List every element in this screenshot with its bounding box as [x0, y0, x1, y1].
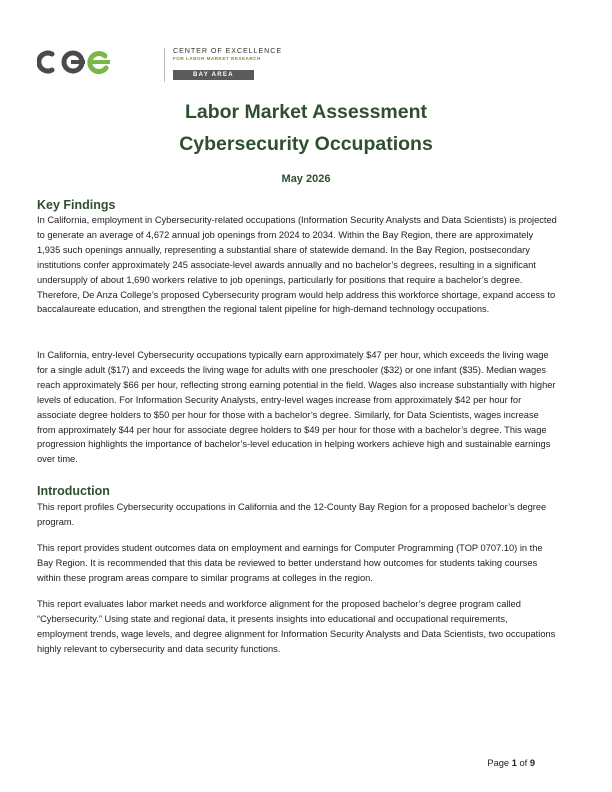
logo-divider	[164, 48, 165, 82]
page-label: Page	[487, 758, 510, 768]
page-number	[487, 757, 535, 769]
introduction-paragraph-2: This report provides student outcomes data on employment and earnings for Computer Programming (TOP 0707.10) in the Bay Region. It is recommended that this data be reviewed to better understand how outcomes for students taking courses within these program areas compare to similar programs at colleges in the region.	[37, 543, 543, 583]
logo-line-1: CENTER OF EXCELLENCE	[173, 46, 283, 55]
document-date: May 2026	[281, 173, 331, 185]
logo-text	[173, 46, 282, 81]
document-title-line-2: Cybersecurity Occupations	[179, 133, 433, 155]
page-of: of	[519, 758, 528, 768]
page-total: 9	[529, 758, 535, 768]
introduction-paragraph-1: This report profiles Cybersecurity occupations in California and the 12-County Bay Region for a proposed bachelor’s degree program.	[37, 502, 547, 527]
introduction-heading: Introduction	[37, 484, 110, 498]
document-title-line-1: Labor Market Assessment	[184, 101, 428, 123]
coe-logo-mark	[37, 48, 117, 76]
key-findings-paragraph-2: In California, entry-level Cybersecurity occupations typically earn approximately $47 per hour, which exceeds the living wage for a single adult ($17) and exceeds the living wage for adults with one preschooler ($32) or one infant ($35). Median wages reach approximately $66 per hour, reflecting strong earning potential in the field. Wages also increase substantially with higher levels of education. For Information Security Analysts, entry-level wages increase from approximately $42 per hour for associate degree holders to $50 per hour for those with a bachelor’s degree. Similarly, for Data Scientists, wages increase from approximately $44 per hour for associate degree holders to $49 per hour for those with a bachelor’s degree. This wage progression highlights the importance of bachelor’s-level education in helping workers achieve high and sustainable earnings over time.	[37, 350, 556, 465]
logo-line-2: FOR LABOR MARKET RESEARCH	[173, 56, 261, 61]
page-current: 1	[511, 758, 517, 768]
introduction-paragraph-3: This report evaluates labor market needs and workforce alignment for the proposed bachelor’s degree program called “Cybersecurity.” Using state and regional data, it presents insights into educational and occupational requirements, employment trends, wage levels, and degree alignment for Information Security Analysts and Data Scientists, two occupations highly relevant to cybersecurity and data security functions.	[37, 599, 556, 654]
coe-logo	[37, 44, 283, 84]
logo-region-badge: BAY AREA	[173, 70, 254, 80]
key-findings-heading: Key Findings	[37, 198, 116, 212]
key-findings-paragraph-1: In California, employment in Cybersecurity-related occupations (Information Security Analysts and Data Scientists) is projected to generate an average of 4,672 annual job openings from 2024 to 2034. Within the Bay Region, there are approximately 1,935 such openings annually, representing a substantial share of statewide demand. In the Bay Region, postsecondary institutions confer approximately 245 associate-level awards annually and no bachelor’s degrees, resulting in a significant undersupply of about 1,690 workers relative to job openings, particularly for positions that require a bachelor’s degree. Therefore, De Anza College’s proposed Cybersecurity program would help address this workforce shortage, expand access to baccalaureate education, and strengthen the regional talent pipeline for high-demand technology occupations.	[37, 215, 557, 315]
